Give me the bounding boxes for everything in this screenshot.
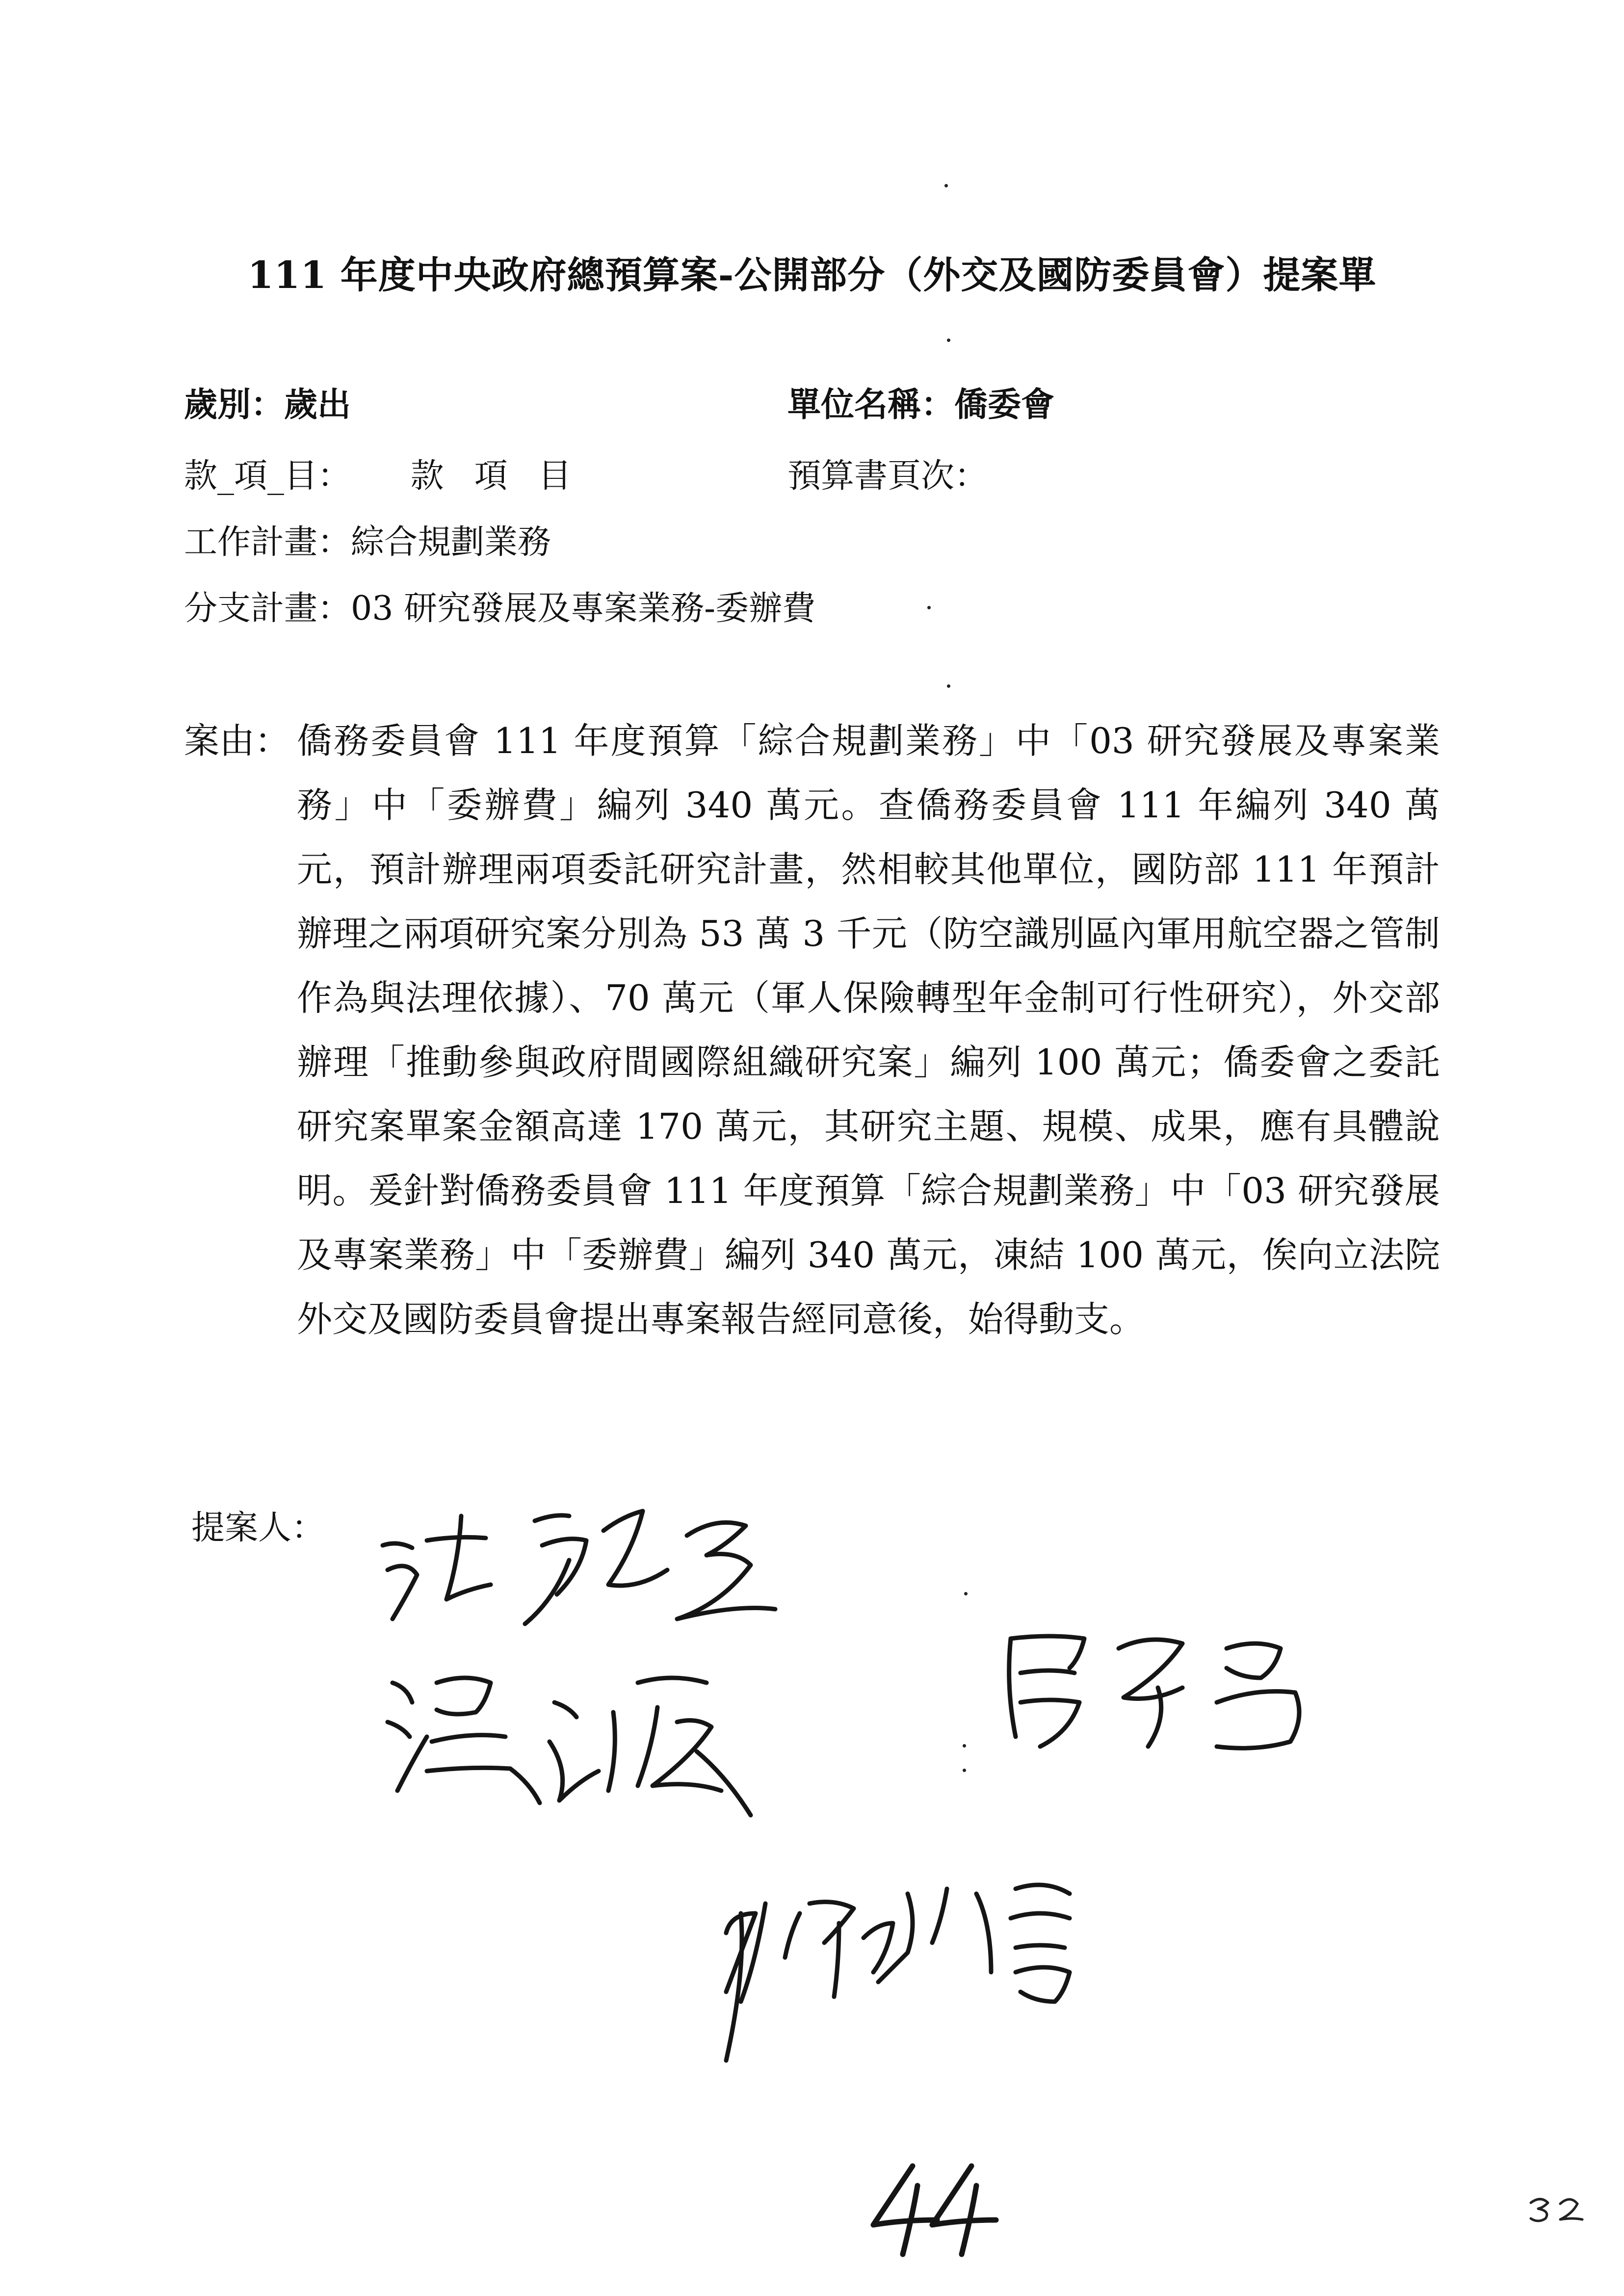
- document-title: 111 年度中央政府總預算案-公開部分（外交及國防委員會）提案單: [247, 253, 1377, 297]
- signature-4-drawing: [702, 1854, 1143, 2100]
- category-value: 歲出: [284, 385, 351, 424]
- work-plan-field: [184, 522, 551, 563]
- scan-speck: [947, 684, 950, 688]
- signature-3-drawing: [991, 1619, 1374, 1766]
- branch-plan-value: 03 研究發展及專案業務-委辦費: [351, 589, 816, 628]
- proposer-label: 提案人：: [191, 1509, 325, 1547]
- kxm-field: [184, 456, 602, 496]
- signature-1: [373, 1487, 814, 1653]
- category-field: [184, 385, 351, 425]
- scan-speck: [927, 606, 931, 609]
- category-label: 歲別：: [184, 385, 285, 424]
- scan-speck: [947, 339, 950, 342]
- budget-page-field: [787, 456, 988, 496]
- unit-field: [787, 385, 1054, 425]
- scan-speck: [963, 1769, 966, 1772]
- work-plan-value: 綜合規劃業務: [351, 523, 551, 562]
- case-section: [184, 709, 1440, 1352]
- handwritten-page-number: [864, 2156, 1011, 2274]
- page-number-drawing: [864, 2156, 1011, 2274]
- signature-2: [383, 1653, 785, 1840]
- branch-plan-label: 分支計畫：: [184, 589, 351, 628]
- kxm-value-mu: 目: [538, 457, 572, 496]
- scan-speck: [964, 1592, 968, 1595]
- corner-mark-drawing: [1526, 2193, 1590, 2227]
- work-plan-label: 工作計畫：: [184, 523, 351, 562]
- signature-3-name: [991, 1766, 992, 1767]
- kxm-value-kuan: 款: [410, 457, 444, 496]
- scan-speck: [944, 184, 948, 187]
- signature-1-drawing: [373, 1487, 814, 1653]
- corner-page-mark: [1526, 2193, 1590, 2227]
- signature-4: [702, 1854, 1143, 2100]
- branch-plan-field: [184, 589, 815, 629]
- unit-value: 僑委會: [954, 385, 1055, 424]
- case-label: 案由：: [184, 720, 290, 761]
- kxm-values: [411, 457, 602, 496]
- signature-3: [991, 1619, 1374, 1766]
- scan-speck: [963, 1744, 966, 1748]
- budget-page-label: 預算書頁次：: [787, 457, 988, 496]
- case-body: 僑務委員會 111 年度預算「綜合規劃業務」中「03 研究發展及專案業務」中「委辦費」編列 340 萬元。查僑務委員會 111 年編列 340 萬元，預計辦理兩項委託研究計畫，然相較其他單位，國防部 111 年預計辦理之兩項研究案分別為 53 萬 3 千元（防空識別區內軍用航空器之管制作為與法理依據）、70 萬元（軍人保險轉型年金制可行性研究），外交部辦理「推動參與政府間國際組織研究案」編列 100 萬元；僑委會之委託研究案單案金額高達 170 萬元，其研究主題、規模、成果，應有具體說明。爰針對僑務委員會 111 年度預算「綜合規劃業務」中「03 研究發展及專案業務」中「委辦費」編列 340 萬元，凍結 100 萬元，俟向立法院外交及國防委員會提出專案報告經同意後，始得動支。: [297, 720, 1440, 1340]
- signature-2-drawing: [383, 1653, 785, 1840]
- unit-label: 單位名稱：: [787, 385, 955, 424]
- kxm-value-xiang: 項: [474, 457, 508, 496]
- kxm-label: 款_項_目：: [184, 457, 351, 496]
